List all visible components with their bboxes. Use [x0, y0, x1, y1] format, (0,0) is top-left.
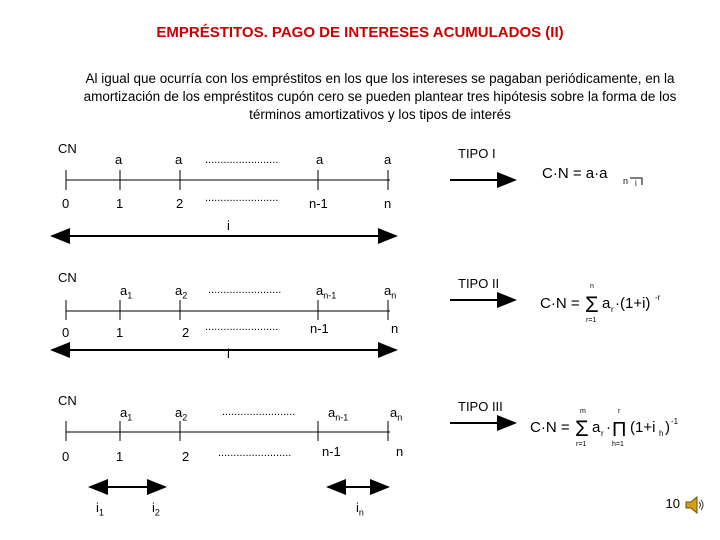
speaker-icon[interactable] — [684, 494, 706, 516]
time-label: 0 — [62, 449, 70, 464]
svg-text:a: a — [592, 419, 601, 436]
svg-text:Σ: Σ — [575, 416, 589, 441]
svg-text:h: h — [659, 429, 664, 438]
svg-text:h=1: h=1 — [612, 441, 624, 448]
time-label: n — [391, 321, 399, 336]
term-label: $a_n$ — [390, 405, 403, 423]
rate-label: $i_1$ — [96, 500, 104, 518]
term-label: a — [384, 152, 392, 167]
ellipsis: ........................ — [218, 447, 292, 459]
slide-title: EMPRÉSTITOS. PAGO DE INTERESES ACUMULADOS (II) — [156, 24, 564, 41]
cn-label-1: CN — [58, 141, 77, 156]
term-label: $a_1$ — [120, 283, 133, 301]
svg-text:r: r — [618, 408, 621, 415]
cn-label-2: CN — [58, 270, 77, 285]
svg-text:Σ: Σ — [585, 292, 599, 317]
time-label: 2 — [182, 449, 190, 464]
svg-text:n: n — [590, 283, 594, 290]
time-label: 1 — [116, 325, 124, 340]
svg-text:-r: -r — [655, 293, 661, 302]
svg-text:r=1: r=1 — [576, 441, 587, 448]
svg-text:m: m — [580, 408, 586, 415]
ellipsis: ........................ — [208, 284, 282, 296]
svg-text:r=1: r=1 — [586, 317, 597, 324]
rate-label: i — [227, 218, 230, 233]
svg-text:r: r — [601, 429, 604, 438]
svg-text:(1+i: (1+i — [630, 419, 656, 436]
svg-text:): ) — [665, 419, 670, 436]
tipo-label: TIPO II — [458, 276, 500, 291]
time-label: n — [396, 444, 404, 459]
ellipsis: ........................ — [205, 154, 279, 166]
svg-text:C·N =: C·N = — [530, 419, 570, 436]
svg-text:-1: -1 — [671, 417, 679, 426]
svg-text:C·N =: C·N = — [540, 295, 580, 312]
term-label: $a_1$ — [120, 405, 133, 423]
formula-tipo-1 — [540, 158, 660, 192]
time-label: 1 — [116, 449, 124, 464]
svg-text:r: r — [611, 305, 614, 314]
svg-text:a: a — [602, 295, 611, 312]
tipo-label: TIPO I — [458, 146, 496, 161]
svg-text:n: n — [623, 176, 629, 186]
svg-text:Π: Π — [612, 419, 627, 441]
time-label: n-1 — [310, 321, 329, 336]
formula-tipo-3 — [528, 406, 688, 452]
time-label: 0 — [62, 325, 70, 340]
term-label: $a_2$ — [175, 283, 188, 301]
cn-label-3: CN — [58, 393, 77, 408]
term-label: $a_{n-1}$ — [328, 405, 349, 423]
term-label: $a_2$ — [175, 405, 188, 423]
ellipsis: ........................ — [222, 406, 296, 418]
term-label: $a_{n-1}$ — [316, 283, 337, 301]
svg-text:·(1+i): ·(1+i) — [615, 295, 651, 312]
time-label: n — [384, 196, 392, 211]
term-label: a — [316, 152, 324, 167]
rate-label: $i_n$ — [356, 500, 364, 518]
time-label: 1 — [116, 196, 124, 211]
ellipsis: ........................ — [205, 321, 279, 333]
intro-paragraph: Al igual que ocurría con los empréstitos en los que los intereses se pagaban periódicamente, en la amortización de los empréstitos cupón cero se pueden plantear tres hipótesis sobre la forma de los términos amortizativos y los tipos de interés — [83, 71, 677, 122]
svg-text:i: i — [635, 179, 637, 188]
tipo-label: TIPO III — [458, 399, 503, 414]
time-label: n-1 — [309, 196, 328, 211]
ellipsis: ........................ — [205, 192, 279, 204]
term-label: a — [175, 152, 183, 167]
term-label: a — [115, 152, 123, 167]
time-label: 0 — [62, 196, 70, 211]
page-number: 10 — [665, 496, 680, 511]
time-label: n-1 — [322, 444, 341, 459]
formula-tipo-2 — [538, 282, 668, 326]
rate-label: i — [227, 346, 230, 361]
svg-text:C·N = a·a: C·N = a·a — [542, 165, 608, 182]
time-label: 2 — [176, 196, 184, 211]
rate-label: $i_2$ — [152, 500, 160, 518]
svg-text:·: · — [606, 419, 611, 436]
term-label: $a_n$ — [384, 283, 397, 301]
time-label: 2 — [182, 325, 190, 340]
